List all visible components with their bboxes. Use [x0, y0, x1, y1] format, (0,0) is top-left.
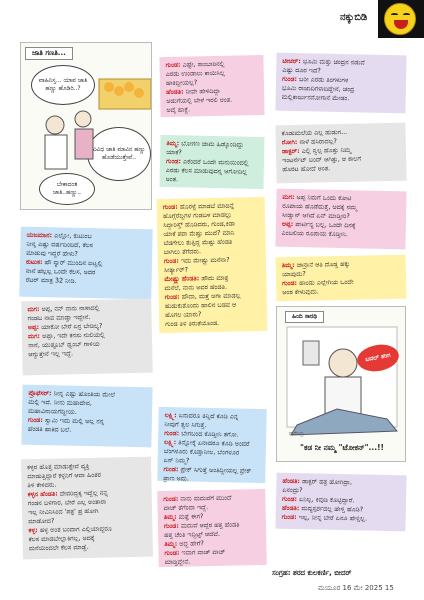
speaker: ಗುಂಡ:: [281, 74, 298, 84]
speaker: ಲಕ್ಷ್ಮಿ:: [163, 437, 177, 447]
speaker: ಅಪ್ಪ:: [281, 219, 294, 229]
speaker: ಕಳ್ಳ:: [28, 526, 38, 535]
speech-bubble: ವಿವಿಧ ಜಾತಿ ಮಾವಿನ ಹಣ್ಣು ಹೊಡೆಯುತ್ತೇವೆ..: [87, 127, 151, 181]
speaker: ತಿಮ್ಮ:: [166, 139, 180, 148]
joke-line: ಇವಾಗ ವಾಚ್ ವಾಚ್: [181, 547, 226, 557]
page-number-line: ಮಯೂರ 16 ಮೇ 2025 15: [318, 584, 394, 592]
speaker: ಲಕ್ಷ್ಮಿ:: [164, 411, 177, 420]
speaker: ರೋಗಿ:: [281, 137, 298, 147]
joke-line: ವಾಚ್ ತೆಗೆಂದಾ ಇದ್ದೆ.: [163, 503, 209, 513]
joke-line: ಇದು ಮೇಷ್ಟ್ರು ಮನೆನಾ?: [180, 255, 230, 265]
joke-line: ಸೀರ್ತ್ಯಾರ್?: [164, 265, 189, 275]
joke-line: ಎಂಬಲಿಯ ರೂಪಾಯ ಕೊಡ್ತೀನಿ.: [281, 228, 348, 239]
joke-line: ಯಾಕೋ ಬೇರೆ ಏನ್ರ ಬೇಡಿಲ್ಯ?: [41, 321, 103, 331]
joke-line: ಹೌದು ಮಾತ್ರ: [201, 273, 229, 283]
joke-box: [275, 123, 406, 184]
speaker: ಗುಂಡ:: [163, 464, 179, 474]
joke-line: ಹೊರಟ ಹೋದೆ ಅಂತ.: [282, 164, 331, 174]
joke-line: ಇಲ್ಲ, ನೀನ್ನ ಬೇರೆ ಏನೂ ಹೇಳ್ತಿಲ್ಲ.: [298, 513, 368, 523]
joke-line: ಅದ್ಕೆ ಹಾಕ್ದೆ.: [166, 105, 191, 114]
joke-line: ಮತ್ತೆ ಈಗ?: [178, 512, 204, 521]
joke-line: ಕೊಡುಮಲೆಯ ಎಲ್ಲ ಹುಡುಗ...: [281, 127, 348, 138]
joke-line: ನಾನೆ ಹೆಲ್ಲಲ್ಲ ಒಂದೇ ಕೆಲಸ, ಅದರ: [25, 266, 96, 277]
speaker: ಟೀಚರ್:: [282, 56, 301, 66]
joke-line: ಗಂಡಬ ನಾವ ಮಾಡ್ತಾ ಇದ್ದೇನೆ.: [27, 312, 91, 323]
joke-line: ಎಷ್ಟು ದೂರ ಇದೆ?: [282, 65, 321, 75]
joke-line: ಅಂಶ ಕೇಳುವುದು.: [282, 287, 319, 297]
joke-line: ಏನಾದರೂ ತಿನ್ನಿದೆ ಕೊಡಿ ಎನ್ನ: [178, 411, 239, 421]
speaker: ಗುಂಡ:: [281, 494, 298, 504]
joke-box: [21, 457, 153, 560]
joke-line: ಜಾನ್ರಾನೆ ಆತಿ ದೊಡ್ಡ ಹಕ್ಕು: [296, 259, 351, 269]
joke-line: ಅದ್ದ ಹೇಗೆ?: [179, 539, 204, 548]
speaker: ಗುಂಡ:: [165, 60, 181, 69]
joke-line: ಯಾವುದು?: [281, 269, 306, 279]
section-title: ನಕ್ಕುಬಿಡಿ: [340, 12, 368, 23]
speech-bubble: ವಾಹಿನಿಸ್ತ... ಯಾವ ಜಾತಿ ಹಣ್ಣು ಹೊಡಿರಿ..?: [31, 65, 95, 105]
joke-line: ಮಾಡುತ್ತಿದ್ದಾರೆ ಕಳ್ಳನಿಗೆ ಆವಾ ಹಿಂತರ: [27, 470, 102, 481]
joke-line: ನೀನ್ನ ಎಷ್ಟು ವರ್ಷದಿಂದಿದೆ, ಕೆಲಸ: [26, 239, 94, 250]
joke-box: [276, 255, 407, 302]
joke-box: [275, 53, 406, 114]
joke-box: [19, 227, 152, 300]
joke-line: ಮದ್ಯಸ್ಪರ್ಶದಲ್ಲ ಹೇಳ್ತಿ ಹೊಡಿ?: [301, 504, 364, 514]
speaker: ಗುಂಡ:: [282, 278, 298, 288]
joke-lines: [26, 231, 147, 288]
joke-line: ಮಲ್ಲಿಕಾರ್ಜುನನೋಗಾನೆ ಮೇಡಂ.: [281, 92, 350, 103]
joke-line: ಕಳ್ಳರ ಹೊತ್ತ ಮಾಡುತ್ತೇವೆ ವ್ಯಕ್ತಿ: [27, 461, 90, 472]
joke-line: ಬೆಂಗಳೂರು ಕೊಡ್ತಾನೀಲ, ಬೆಂಗಳೂರ: [163, 446, 240, 457]
joke-line: ಏನಂದ್ರು?: [282, 485, 303, 495]
joke-box: [21, 299, 153, 376]
joke-line: ಅಡುಗೆಯಲ್ಲಿ ಬೇಳೆ ಇರಲಿ ಅಂತ.: [166, 95, 233, 105]
joke-line: ಹೊರಳ್ಟೆ ಮಾಡಬೆ ಮಾಡಿನ್ನೆ: [179, 201, 235, 211]
speech-bubble: ಬೇಕಾದಂತ ಜಾತಿ..ಹಣ್ಣು..: [39, 173, 95, 205]
joke-line: ಸ್ವಾಮಿ ಇದು ಮಲ್ಲಿ ಅಲ್ಲ ನನ್ನ: [44, 416, 105, 426]
joke-line: ಇಂಟರ್ನೆಟ್ ಬಂದ್ ಆಗಿತ್ತು, ಆ ಕಾಲಗೆ: [282, 154, 362, 165]
speaker: ತಿಮ್ಮ:: [164, 539, 178, 549]
joke-line: ಮಾಡುವು ಇದ್ದರೆ ಹೇಳು?: [26, 248, 78, 258]
joke-line: ಹುಡುಕುತೊಂದು ಹಾಲಿನ ಬಡವ ಆ: [164, 300, 237, 310]
speaker: ಮಗ:: [282, 192, 295, 202]
speaker: ಹೆಂಡತಿ:: [281, 503, 300, 513]
joke-line: ನಾಳೆ ಹಸಿರಾದಲ್ಲ?: [299, 137, 337, 146]
speaker: ತಿಮ್ಮ:: [163, 512, 177, 522]
speaker: ಗುಂಡ:: [164, 428, 180, 438]
joke-line: ಸಿದ್ದಾರಿಸ್ತ್ ಹೊಡಿದರು, ಗುಂಡ,ಕಿಡಾ: [163, 219, 236, 230]
joke-line: ರೆಟರ್ ಮಾತ್ರ 32 ನೀಡಿ.: [25, 275, 77, 285]
joke-box: [159, 135, 264, 189]
joke-line: ಮನೆಯಿಂದಲೇ ಕೆಲಸ ಮಾಡ್ಡೆ.: [28, 542, 89, 553]
joke-line: ಮನೆಲೆ, ನಾನು ಅವರ ಹೆಂಡತಿ.: [164, 282, 228, 292]
joke-line: ನಾನೆ, ಯುತ್ಟೂಬ್ ಥ್ವಂಬ್ ಗಾಳಿಯ: [28, 339, 100, 350]
joke-line: ಅಂತ.: [165, 175, 179, 184]
joke-line: ನೀವೇ ಹೇಳಿದಿದ್ದಾ: [185, 86, 221, 96]
speaker: ಗುಂಡ:: [281, 512, 297, 522]
joke-line: ಇಲ್ಲ ನೀವಿನಿಸಿಂದ 'ಪತ್ರ' ಪ್ರ ಹೋಗಿ: [27, 506, 99, 517]
cartoon-token: [276, 306, 406, 462]
speaker: ಮೇಷ್ಟ್ರು ಹೆಂಡತಿ:: [164, 274, 200, 284]
speaker: ಗುಂಡ:: [162, 202, 178, 212]
joke-line: ಪ್ರೇಕ್ ಸಿಗುತ್ತೆ ಅಂತಿದ್ದೀಯಲ್ಲ ಪ್ರೇಕ್: [180, 465, 252, 475]
joke-line: ಎಷ್ಟೇ, ಸಾಂಬಾರಿನಲ್ಲಿ: [182, 59, 225, 69]
joke-line: ಎಕೆಂದರೆ ಒಂದೇ ಮನುಯಿಂದಲ್ಲಿ: [182, 157, 249, 167]
speaker: ಹೆಂಡತಿ:: [282, 476, 301, 486]
speaker: ತಿಮ್ಮ:: [281, 260, 295, 270]
joke-line: ಹೊಗಲ ಯಾರು?: [164, 310, 202, 319]
cartoon-artist: ನಾಗೇಂದ್ರ: [289, 431, 304, 437]
joke-line: ಹತ್ತ ಚೆಂತಿ ಇದ್ದಿಟ್ಟ್ ಆದೆವೆ.: [164, 529, 221, 540]
joke-line: ಮಾಡ್ತಿದ್ದೇನೆ.: [164, 557, 191, 566]
joke-line: ಬೋಗಣ ಜಾಮ ಹಿಡ್ಕೊಂಡಿದ್ದು: [181, 139, 244, 149]
cartoon-caption: ಜಾತಿ ಗಣತಿ...: [25, 47, 73, 60]
joke-line: ಬೇಗಬಂದ ಕೊಡ್ತೀನಿ ತಗೋ.: [181, 429, 239, 439]
joke-line: ರೂಪಾಯ ಹೊಡೆದುತ್ತೆ, ಅದಕ್ಕೆ ನಮ್ಮ: [282, 201, 358, 212]
joke-line: ಎರಡು ಕೆಲಸ ಮಾಡುವುದನ್ನ ಆಗೋದಿಲ್ಲ: [165, 166, 248, 176]
speaker: ಮಗ:: [27, 304, 40, 314]
speaker: ಅಪ್ಪ:: [27, 323, 40, 332]
joke-line: ಬೆಡಗೇಲು ತುತ್ತಿದ್ದ ಮೆಷ್ಟು ಹೆಂಡತಿ: [163, 237, 233, 248]
joke-line: ಮಹಾವಿನಾಯಗೆದ್ದೀಯ.: [28, 406, 77, 416]
joke-line: ತಿಳಿ ಕೇಳಿದರು.: [27, 480, 57, 490]
speaker: ಗುಂಡ:: [163, 521, 179, 531]
joke-line: ಮಾಡೋದ?: [28, 516, 55, 526]
joke-line: ಏನ್ ನಿಮ್ಮ?: [163, 455, 190, 465]
joke-line: ಗಂಡನ ಬಳಿಗಾರ, ಬೇರೆ ಎಲ್ಲ ಅಂತಾರಾ: [27, 497, 107, 508]
joke-box: [159, 55, 264, 117]
joke-line: ದೇವರಿದ್ದಕ್ಕ ಇದ್ದೆಲ್ಲ ನನ್ನ: [59, 488, 108, 498]
joke-box: [157, 489, 267, 567]
cartoon-bottom-caption: "ಕಡ ನೀ ನಮ್ಮ "ಟೋಕನ್"...!!: [300, 443, 384, 452]
joke-line: ಅಪ್ಪ ನಿಮಗೆ ಒಂದು ಕೋಟಿ: [296, 193, 352, 203]
joke-line: ಸೀಡ್ವಾನ್ ಆಗಿದೆ ಏನ್ ಮಾಡ್ತೀರಿ?: [281, 210, 350, 221]
speaker: ಗುಂಡ:: [163, 256, 179, 266]
joke-line: ಭೂಮಿ ರಾಜಾದಿಗಳಾದಿದ್ದೇನೆ, ಚಂದ್ರ: [281, 83, 355, 94]
joke-line: ಭೂಮಿ ಮತ್ತು ಚಂದ್ರನ ನಡುವೆ: [302, 57, 365, 67]
speaker: ಯಜಮಾನ:: [26, 230, 53, 240]
speaker: ಗುಂಡ:: [165, 157, 182, 166]
speaker: ಪ್ರೊಫೆಸರ್:: [28, 388, 52, 398]
cartoon-caption: ಹಿಂದಿ ಸಾರಥಿ: [285, 311, 324, 323]
joke-line: ಯಾಕೆ ತಪಾ ಮೆಷ್ತು ಮುದೆ? ಮಾನಿ: [163, 228, 235, 239]
joke-line: ಕೆಲಸ ಮಾಡಬೇಲ್ಲಾಕಿಗಲ್ಲ, ಅದಕ್ಕೆ: [28, 533, 95, 544]
joke-line: ನಾನು ಮದುವೆಗೆ ಮುಂದೆ: [180, 493, 232, 503]
joke-line: ನೀನ್ನ ಎಷ್ಟು ಹೊಂತಿಯ ಮೇಲೆ: [53, 389, 116, 399]
joke-line: ಎಲ್ಲೋ, ಕುಟುಂಬ: [54, 231, 92, 241]
tag-badge: ಬದಲ್ ತರಿಗ: [355, 342, 401, 375]
joke-line: ಹೊಗ್ಗೆರೆದ್ದಿಗಳ ಗುಡಬಳ ಮಾಡಲ್ಲು: [162, 210, 232, 221]
joke-line: ಡಾಕ್ಟರ್ ಹತ್ರ ಹೋಗಿದ್ರಾ,: [301, 477, 353, 487]
joke-line: ಹೌ ಸ್ಯಾರ್ ಮುಂದಿನ ಐಟ್ವಲ್ಲಿ: [44, 258, 103, 268]
joke-line: ಗುಂಡ ತಿಳಿ ತಿರುತೆಯೊಂಡ.: [165, 318, 220, 328]
joke-box: [275, 473, 406, 532]
joke-line: ಪಾರ್ಟಿನ್ಯ ಬಲ್ಲ, ಒಂದೇ ದಿನಕ್ಕೆ: [295, 220, 356, 230]
joke-line: ಹಾಂಡು ಎಲ್ಲೇಗಿಯ ಒಂದೇ: [299, 277, 354, 287]
joke-line: ಏನಿಲ್ಲ, ಕಿವುಡಿ ಕೊಟ್ಟಿದ್ದಾರೆ.: [298, 495, 355, 505]
joke-line: ಅಪ್ಪಾ, ಇದೇ ಕನಸು ನುಲಿಯಲ್ಲಿ: [42, 330, 105, 340]
joke-line: ಮಲ್ಲಿ ಇದೆ. ನೀನು ಮಹಾದೇವ,: [28, 397, 93, 408]
joke-line: ಪ್ರಾಣ ಅದು.: [163, 473, 189, 483]
joke-box: [275, 189, 406, 250]
speaker: ಗುಂಡ:: [164, 548, 180, 557]
joke-line: ಬರೀ ಎರಡು ತಿಂಗಳುಗಳ: [298, 75, 349, 85]
speaker: ಕುಟುಕ:: [25, 257, 43, 267]
joke-box: [157, 407, 267, 483]
speaker: ಕಳ್ಳನ ಹೆಂಡತಿ:: [27, 489, 58, 499]
joke-line: ತಿನ್ನೋಕ್ಕೆ ಏನಾದರೂ ಕೊಡಿ ಅಂದರೆ: [178, 438, 250, 448]
speaker: ಹೆಂಡತಿ:: [166, 87, 184, 96]
joke-line: ಹೌದಾ, ಮತ್ತೆ ಅಗಾ ಮಾಡಲ್ಲ: [181, 291, 241, 301]
joke-line: ಎರಡು ಉಂಡಾಲು ಕಾಯಿಸಿಲ್ಲ: [165, 68, 226, 78]
joke-line: ಹಳ್ಳ ಅಂತ ಬಂದಾಗ ಎಲ್ಲಿಯಾದ್ದರೂ: [39, 524, 112, 534]
speaker: ಮಗ:: [27, 331, 41, 341]
joke-line: ಎಲ್ಲಿ ಸ್ವಲ್ಪ ಹೊತ್ತು ನಿಮ್ಮ: [301, 145, 352, 155]
joke-box: [157, 197, 268, 333]
vendor-illustration: [21, 43, 152, 210]
joke-line: ಆಗ್ಯುತ್ತೇನೆ ಇಲ್ಲ ಇದ್ದೆ.: [28, 349, 74, 359]
joke-box: [21, 385, 152, 448]
speaker: ಗುಂಡ:: [27, 415, 43, 425]
joke-line: ಹಾಕಿದ್ದೀಯಲ್ಲ?: [165, 78, 198, 87]
speaker: ಡಾಕ್ಟರ್:: [281, 146, 300, 156]
speaker: ಗುಂಡ:: [163, 494, 179, 504]
politician-illustration: [277, 307, 406, 462]
joke-line: ನೀವುಗೆ ತ್ವಲ ಸಿಗುತ್ತೆ.: [164, 420, 207, 429]
cartoon-caste-census: [20, 42, 152, 210]
joke-line: ಹೆಂಡತಿ ಹಾಕಿದ ಬಲೆ.: [27, 424, 72, 434]
joke-line: ಬಾಗಿಲು ತೆಗೆದರು.: [163, 247, 202, 257]
joke-line: ಅಪ್ಪ, ನನ್ ನಾನು ನಾಸಾದಲ್ಲಿ: [41, 303, 100, 313]
joke-line: ಮದುವೆ ಆದ್ದೆರ ಹತ್ತ ಹೆಂಡತಿ: [180, 520, 240, 530]
collection-credit: ಸಂಗ್ರಹ: ಶರದ ಕುಲಕರ್ಣಿ, ಬೀದರ್: [272, 569, 352, 577]
laughing-face-icon: [378, 0, 424, 38]
joke-line: ಯಾಕೆ?: [166, 148, 182, 157]
speaker: ಗುಂಡ:: [164, 292, 180, 301]
